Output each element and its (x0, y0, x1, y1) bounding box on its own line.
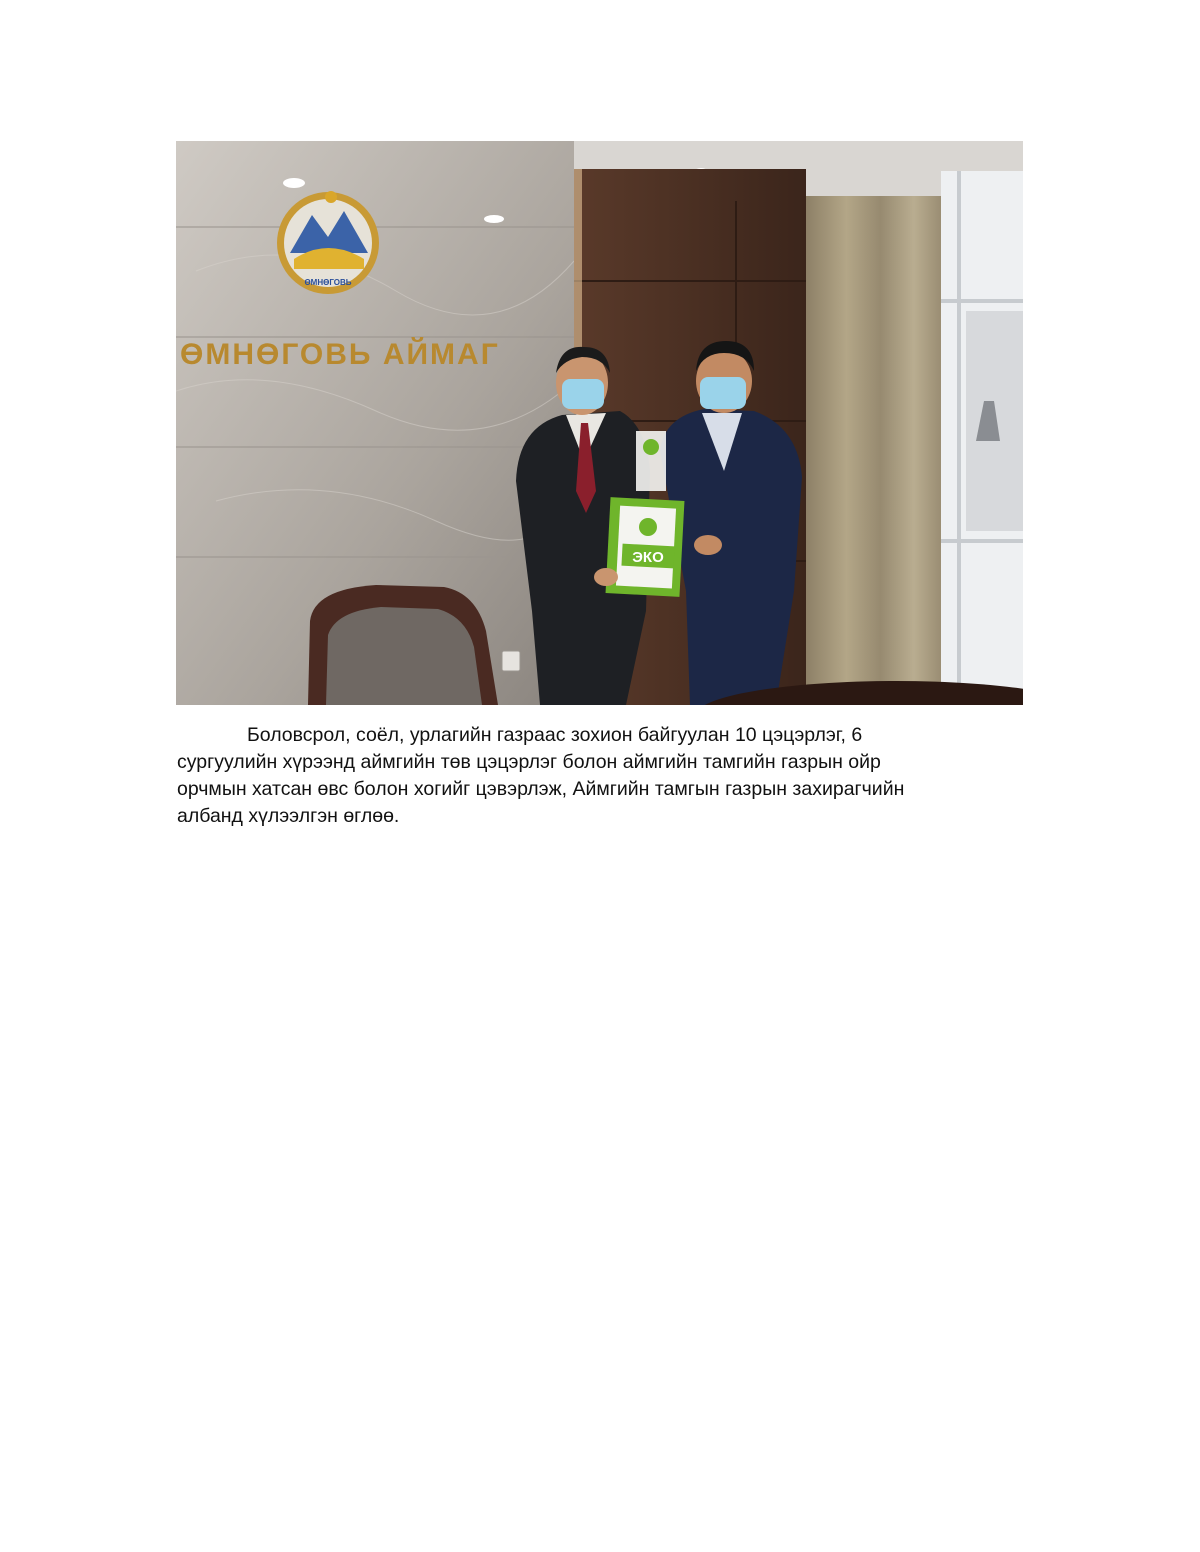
chair (308, 585, 498, 705)
emblem-text: ӨМНӨГОВЬ (304, 278, 352, 287)
curtain (806, 196, 941, 705)
caption-line: орчмын хатсан өвс болон хогийг цэвэрлэж, Аймгийн тамгын газрын захирагчийн (177, 778, 905, 800)
event-photo (176, 141, 1023, 705)
caption-line: сургуулийн хүрээнд аймгийн төв цэцэрлэг болон аймгийн тамгийн газрын ойр (177, 751, 881, 773)
photo-caption (177, 722, 997, 830)
eco-folder (606, 497, 685, 597)
folder-text: ЭКО (632, 549, 664, 566)
caption-line: Боловсрол, соёл, урлагийн газраас зохион байгуулан 10 цэцэрлэг, 6 (247, 724, 863, 746)
photo-scene (176, 141, 1023, 705)
wall-sign: ӨМНӨГОВЬ АЙМАГ (180, 338, 500, 371)
caption-line: албанд хүлээлгэн өглөө. (177, 805, 400, 827)
